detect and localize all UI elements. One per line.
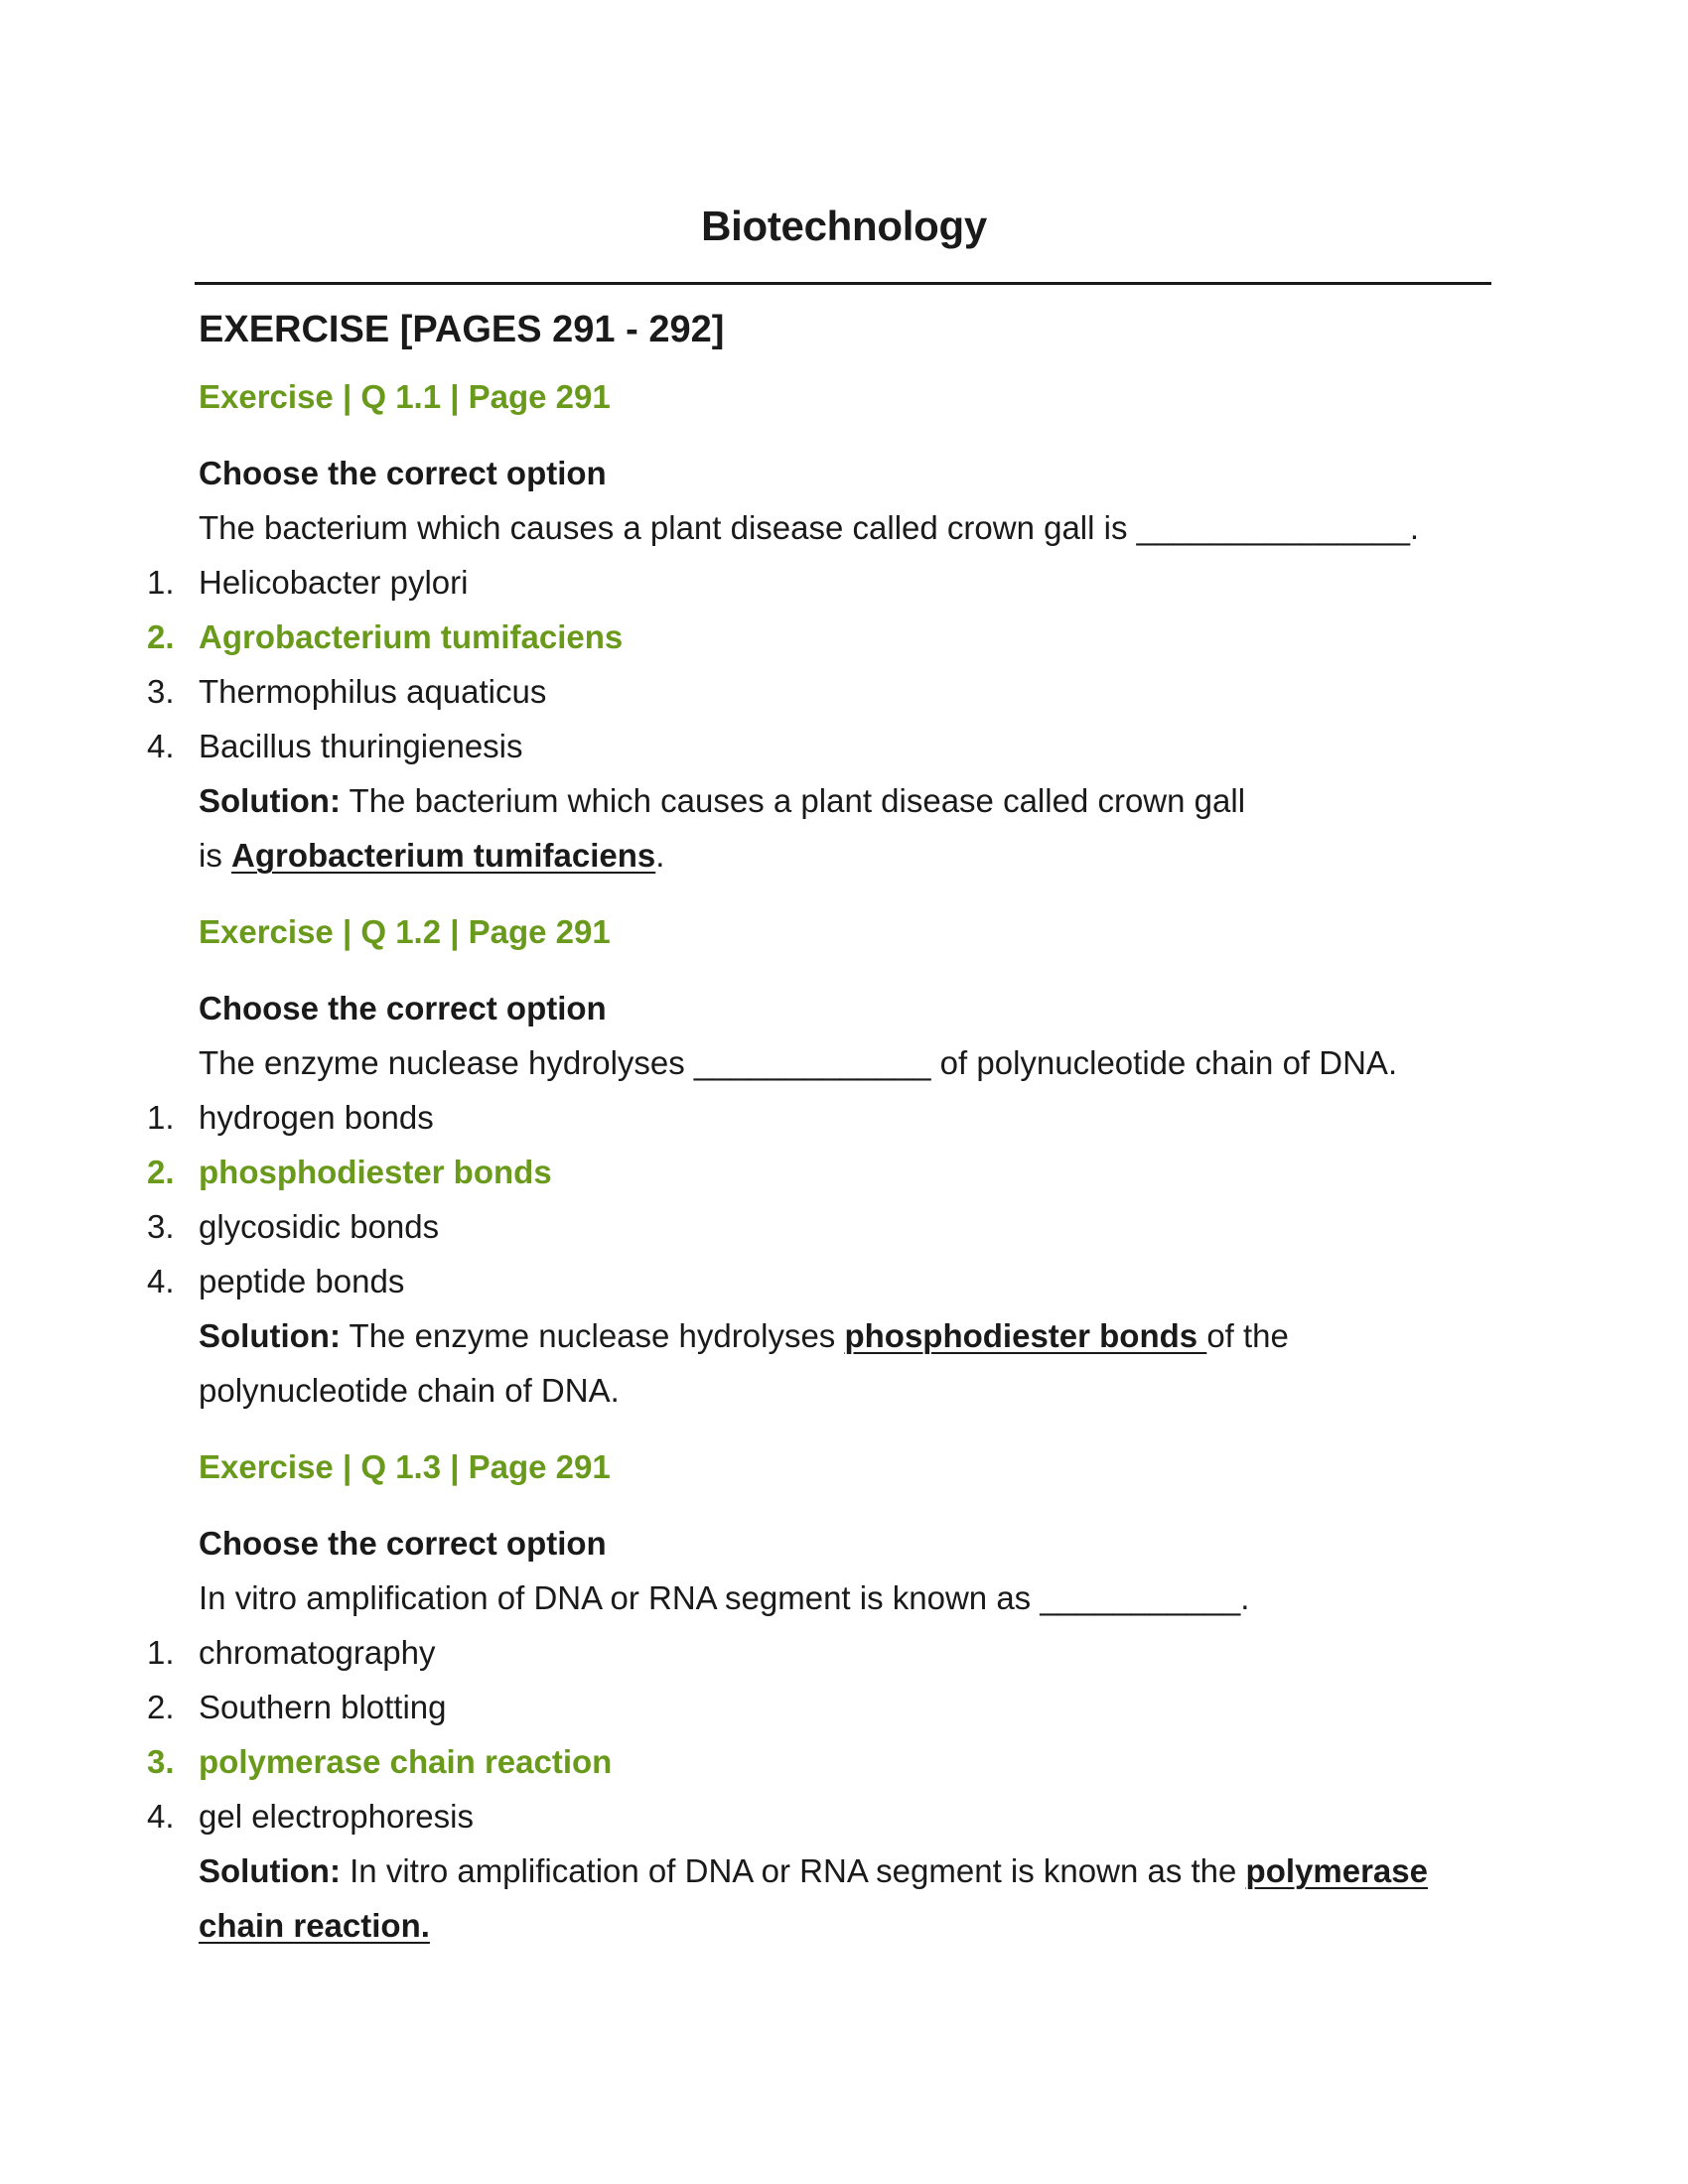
option-item: [147, 719, 523, 774]
solution-text: .: [655, 837, 665, 874]
question-ref: Exercise | Q 1.1 | Page 291: [199, 378, 611, 415]
question-instruction: Choose the correct option: [199, 1525, 607, 1562]
option-number: 2.: [147, 1154, 175, 1190]
solution-text: of the: [1206, 1317, 1289, 1354]
option-item: [147, 1625, 436, 1681]
option-number: 1.: [147, 1099, 175, 1136]
option-text: Bacillus thuringienesis: [199, 728, 523, 764]
solution-text: In vitro amplification of DNA or RNA segment is known as the: [350, 1852, 1246, 1889]
question-text: The enzyme nuclease hydrolyses _____________ of polynucleotide chain of DNA.: [199, 1044, 1398, 1081]
option-text: peptide bonds: [199, 1263, 405, 1299]
option-item-correct: [147, 1145, 552, 1200]
option-number: 2.: [147, 618, 175, 655]
solution-answer: Agrobacterium tumifaciens: [231, 837, 656, 874]
option-text: Agrobacterium tumifaciens: [199, 618, 624, 655]
option-item: [147, 1199, 440, 1255]
option-number: 3.: [147, 1743, 175, 1780]
option-item: [147, 1254, 405, 1309]
question-instruction: Choose the correct option: [199, 455, 607, 491]
option-text: glycosidic bonds: [199, 1208, 440, 1245]
option-text: hydrogen bonds: [199, 1099, 434, 1136]
solution-label: Solution:: [199, 782, 341, 819]
solution-line: [199, 1843, 1428, 1899]
solution-line: polynucleotide chain of DNA.: [199, 1372, 620, 1409]
solution-line: [199, 1898, 430, 1954]
option-item: [147, 1680, 447, 1735]
option-text: phosphodiester bonds: [199, 1154, 552, 1190]
option-item-correct: [147, 1734, 613, 1790]
solution-answer: chain reaction.: [199, 1907, 430, 1944]
question-ref: Exercise | Q 1.2 | Page 291: [199, 913, 611, 950]
option-number: 3.: [147, 673, 175, 710]
solution-answer: polymerase: [1245, 1852, 1428, 1889]
solution-text: is: [199, 837, 231, 874]
question-instruction: Choose the correct option: [199, 990, 607, 1026]
option-item: [147, 1789, 474, 1844]
option-number: 4.: [147, 1263, 175, 1299]
option-number: 2.: [147, 1689, 175, 1725]
option-item: [147, 1090, 434, 1146]
option-text: Helicobacter pylori: [199, 564, 469, 601]
solution-answer: phosphodiester bonds: [844, 1317, 1207, 1354]
solution-label: Solution:: [199, 1317, 341, 1354]
option-item: [147, 555, 469, 611]
question-text: In vitro amplification of DNA or RNA segment is known as ___________.: [199, 1579, 1250, 1616]
option-number: 3.: [147, 1208, 175, 1245]
solution-text: The bacterium which causes a plant disease called crown gall: [349, 782, 1246, 819]
option-text: gel electrophoresis: [199, 1798, 474, 1835]
section-heading: EXERCISE [PAGES 291 - 292]: [199, 309, 725, 350]
option-item: [147, 664, 547, 720]
option-text: Thermophilus aquaticus: [199, 673, 547, 710]
solution-line: [199, 773, 1245, 829]
option-text: chromatography: [199, 1634, 436, 1671]
solution-label: Solution:: [199, 1852, 341, 1889]
option-number: 1.: [147, 564, 175, 601]
option-item-correct: [147, 610, 624, 665]
option-number: 4.: [147, 728, 175, 764]
option-text: polymerase chain reaction: [199, 1743, 613, 1780]
solution-line: [199, 1308, 1289, 1364]
option-text: Southern blotting: [199, 1689, 447, 1725]
page-title: Biotechnology: [701, 203, 987, 249]
option-number: 4.: [147, 1798, 175, 1835]
option-number: 1.: [147, 1634, 175, 1671]
question-text: The bacterium which causes a plant disease called crown gall is _______________.: [199, 509, 1420, 546]
title-divider: [195, 282, 1491, 285]
solution-text: The enzyme nuclease hydrolyses: [349, 1317, 845, 1354]
solution-line: [199, 828, 664, 884]
question-ref: Exercise | Q 1.3 | Page 291: [199, 1448, 611, 1485]
